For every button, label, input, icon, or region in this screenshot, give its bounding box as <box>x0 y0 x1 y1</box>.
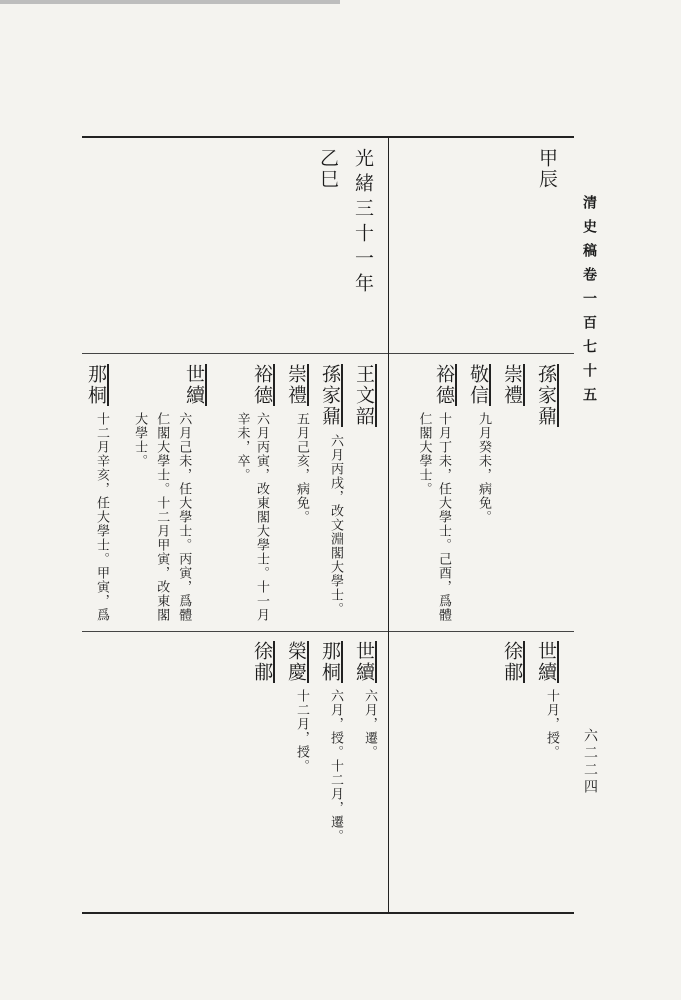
row-divider-1 <box>82 353 574 354</box>
year-label-jiachen: 甲辰 <box>536 148 558 190</box>
grand-secretary-name: 崇禮 <box>501 364 523 406</box>
page-number: 六二二四 <box>582 728 598 796</box>
appointment-note: 十月，授。 <box>544 689 559 759</box>
appointment-note: 十二月辛亥，任大學士。甲寅，爲 <box>94 412 109 622</box>
assistant-name: 榮慶 <box>285 641 307 683</box>
grand-secretary-name: 裕德 <box>251 364 273 406</box>
appointment-note: 六月己未，任大學士。丙寅，爲體仁閣大學士。十二月甲寅，改東閣大學士。 <box>132 412 192 622</box>
grand-secretary-name: 世續 <box>183 364 205 406</box>
row-divider-2 <box>82 631 574 632</box>
appointment-note: 六月，授。十二月，遷。 <box>328 689 343 843</box>
appointment-note: 六月，遷。 <box>362 689 377 759</box>
year-label-guangxu-31: 光緒三十一年 <box>352 148 374 298</box>
column-divider <box>388 137 389 912</box>
scan-top-edge <box>0 0 340 4</box>
assistant-name: 那桐 <box>319 641 341 683</box>
appointment-note: 九月癸未，病免。 <box>476 412 491 524</box>
grand-secretary-name: 孫家鼐 <box>319 364 341 427</box>
grand-secretary-name: 崇禮 <box>285 364 307 406</box>
appointment-note: 五月己亥，病免。 <box>294 412 309 524</box>
grand-secretary-name: 孫家鼐 <box>535 364 557 427</box>
assistant-name: 世續 <box>353 641 375 683</box>
appointment-note: 十二月，授。 <box>294 689 309 773</box>
grand-secretary-name: 敬信 <box>467 364 489 406</box>
running-title: 清史稿卷一百七十五 <box>581 195 597 411</box>
assistant-name: 徐郙 <box>501 641 523 683</box>
assistant-name: 世續 <box>535 641 557 683</box>
assistant-name: 徐郙 <box>251 641 273 683</box>
appointment-note: 六月丙寅，改東閣大學士。十一月辛未，卒。 <box>234 412 269 622</box>
appointment-note: 六月丙戌，改文淵閣大學士。 <box>328 434 343 616</box>
table-bottom-rule <box>82 912 574 914</box>
appointment-note: 十月丁未，任大學士。己酉，爲體仁閣大學士。 <box>416 412 451 622</box>
grand-secretary-name: 裕德 <box>433 364 455 406</box>
table-top-rule <box>82 136 574 138</box>
grand-secretary-name: 那桐 <box>85 364 107 406</box>
grand-secretary-name: 王文韶 <box>353 364 375 427</box>
year-label-yisi: 乙巳 <box>317 148 339 190</box>
